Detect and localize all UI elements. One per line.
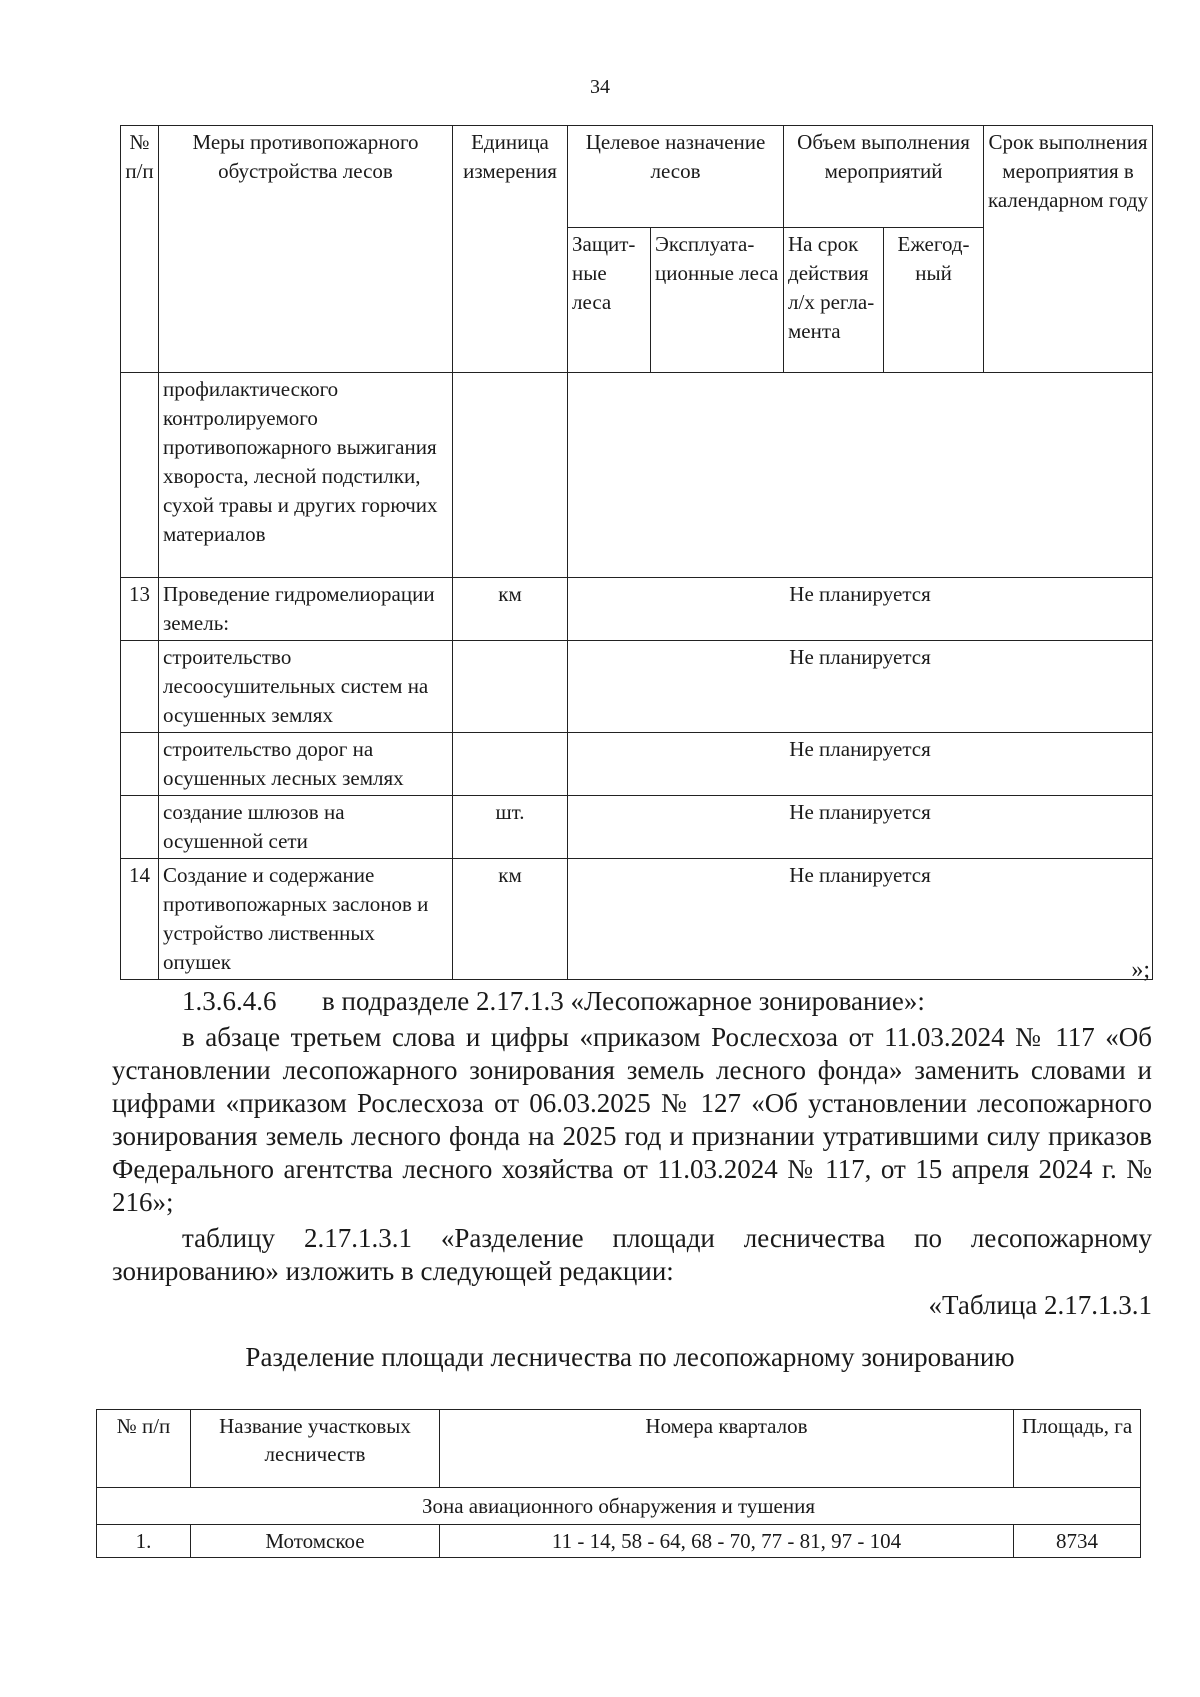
header-quarters: Номера кварталов <box>440 1410 1014 1488</box>
measure-cell: строительство дорог на осушенных лесных землях <box>159 733 453 796</box>
zone-label: Зона авиационного обнаружения и тушения <box>97 1488 1141 1525</box>
quarters-cell: 11 - 14, 58 - 64, 68 - 70, 77 - 81, 97 - 104 <box>440 1525 1014 1558</box>
header-deadline: Срок выполнения мероприятия в календарном году <box>984 126 1153 373</box>
header-exploitation: Эксплуата-ционные леса <box>651 228 784 373</box>
header-unit: Единица измерения <box>453 126 568 373</box>
header-area: Площадь, га <box>1014 1410 1141 1488</box>
row-num-cell: 14 <box>121 859 159 980</box>
closing-quote: »; <box>1131 957 1150 983</box>
row-num-cell: 1. <box>97 1525 191 1558</box>
table-caption: «Таблица 2.17.1.3.1 <box>928 1290 1152 1320</box>
table-row <box>121 641 1153 733</box>
unit-cell <box>453 373 568 578</box>
table-row <box>97 1525 1141 1558</box>
row-num-cell <box>121 796 159 859</box>
measure-cell: Проведение гидромелиорации земель: <box>159 578 453 641</box>
paragraph-2: таблицу 2.17.1.3.1 «Разделение площади лесничества по лесопожарному зонированию» изложить в следующей редакции: <box>112 1223 1152 1286</box>
header-num: № п/п <box>121 126 159 373</box>
fire-measures-table <box>120 125 1153 980</box>
table-row <box>121 733 1153 796</box>
table-row <box>121 859 1153 980</box>
clause-heading <box>112 985 1152 1018</box>
fire-zoning-table <box>96 1409 1141 1558</box>
table-row <box>121 796 1153 859</box>
zone-row <box>97 1488 1141 1525</box>
row-num-cell <box>121 733 159 796</box>
row-num-cell <box>121 641 159 733</box>
clause-number: 1.3.6.4.6 <box>182 986 277 1016</box>
status-cell: Не планируется <box>568 641 1153 733</box>
unit-cell <box>453 641 568 733</box>
measure-cell: создание шлюзов на осушенной сети <box>159 796 453 859</box>
header-purpose: Целевое назначение лесов <box>568 126 784 228</box>
status-cell <box>568 373 1153 578</box>
table-row <box>121 578 1153 641</box>
header-regulation-term: На срок действия л/х регла-мента <box>784 228 884 373</box>
unit-cell: шт. <box>453 796 568 859</box>
header-num: № п/п <box>97 1410 191 1488</box>
header-volume: Объем выполнения мероприятий <box>784 126 984 228</box>
status-cell: Не планируется <box>568 796 1153 859</box>
page-number: 34 <box>590 76 610 98</box>
unit-cell: км <box>453 859 568 980</box>
header-annual: Ежегод-ный <box>884 228 984 373</box>
status-cell: Не планируется <box>568 859 1153 980</box>
measure-cell: Создание и содержание противопожарных заслонов и устройство лиственных опушек <box>159 859 453 980</box>
row-num-cell: 13 <box>121 578 159 641</box>
header-measures: Меры противопожарного обустройства лесов <box>159 126 453 373</box>
measure-cell: строительство лесоосушительных систем на осушенных землях <box>159 641 453 733</box>
header-protective: Защит-ные леса <box>568 228 651 373</box>
table-title: Разделение площади лесничества по лесопожарному зонированию <box>245 1342 1015 1372</box>
unit-cell: км <box>453 578 568 641</box>
table-row <box>121 373 1153 578</box>
name-cell: Мотомское <box>191 1525 440 1558</box>
row-num-cell <box>121 373 159 578</box>
measure-cell: профилактического контролируемого противопожарного выжигания хвороста, лесной подстилки, сухой травы и других горючих материалов <box>159 373 453 578</box>
clause-text: в подразделе 2.17.1.3 «Лесопожарное зонирование»: <box>322 986 925 1016</box>
header-name: Название участковых лесничеств <box>191 1410 440 1488</box>
status-cell: Не планируется <box>568 733 1153 796</box>
unit-cell <box>453 733 568 796</box>
paragraph-1: в абзаце третьем слова и цифры «приказом Рослесхоза от 11.03.2024 № 117 «Об установлении лесопожарного зонирования земель лесного фонда» заменить словами и цифрами «приказом Рослесхоза от 06.03.2025 № 127 «Об установлении лесопожарного зонирования земель лесного фонда на 2025 год и признании утратившими силу приказов Федерального агентства лесного хозяйства от 11.03.2024 № 117, от 15 апреля 2024 г. № 216»; <box>112 1022 1152 1217</box>
status-cell: Не планируется <box>568 578 1153 641</box>
area-cell: 8734 <box>1014 1525 1141 1558</box>
